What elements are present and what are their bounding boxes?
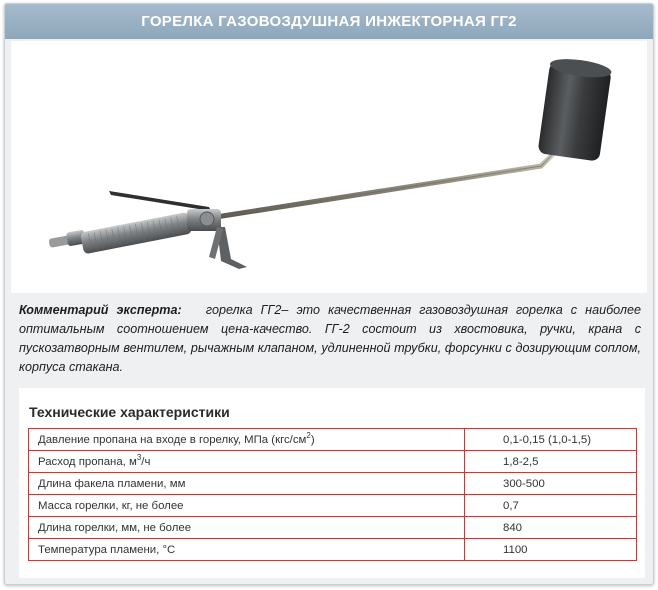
param-text: Температура пламени, °С [38,543,176,556]
comment-label: Комментарий эксперта: [19,303,182,317]
specs-title: Технические характеристики [29,404,230,420]
param-cell [29,539,465,561]
value-cell: 0,7 [465,495,637,517]
param-suffix: /ч [141,455,151,468]
burner-illustration [11,41,647,293]
value-cell: 1100 [465,539,637,561]
param-text: Длина горелки, мм, не более [38,521,192,534]
param-cell [29,473,465,495]
param-cell [29,495,465,517]
table-row [29,495,637,517]
param-cell [29,429,465,451]
specs-table [28,428,637,561]
param-text: Давление пропана на входе в горелку, МПа (кгс/см [38,433,307,446]
comment-text: горелка ГГ2– это качественная газовоздушная горелка с наиболее оптимальным соотношением цена-качество. ГГ-2 состоит из хвостовика, ручки, крана с пускозатворным вентилем, рычажным клапаном, удлиненной трубки, форсунки с дозирующим соплом, корпуса стакана. [19,303,641,374]
table-row [29,451,637,473]
burner-photo [11,41,647,293]
value-cell: 1,8-2,5 [465,451,637,473]
param-suffix: ) [310,433,315,446]
param-sup: 3 [136,452,142,462]
value-cell: 0,1-0,15 (1,0-1,5) [465,429,637,451]
param-text: Масса горелки, кг, не более [38,499,184,512]
param-sup: 2 [306,430,311,440]
table-row [29,429,637,451]
param-text: Длина факела пламени, мм [38,477,186,490]
specs-panel [19,388,645,578]
expert-comment [19,301,641,377]
value-cell: 840 [465,517,637,539]
value-cell: 300-500 [465,473,637,495]
product-card [4,3,654,585]
table-row [29,517,637,539]
table-row [29,539,637,561]
table-row [29,473,637,495]
param-text: Расход пропана, м [38,455,137,468]
page-title: ГОРЕЛКА ГАЗОВОЗДУШНАЯ ИНЖЕКТОРНАЯ ГГ2 [5,4,653,39]
param-cell [29,517,465,539]
param-cell [29,451,465,473]
